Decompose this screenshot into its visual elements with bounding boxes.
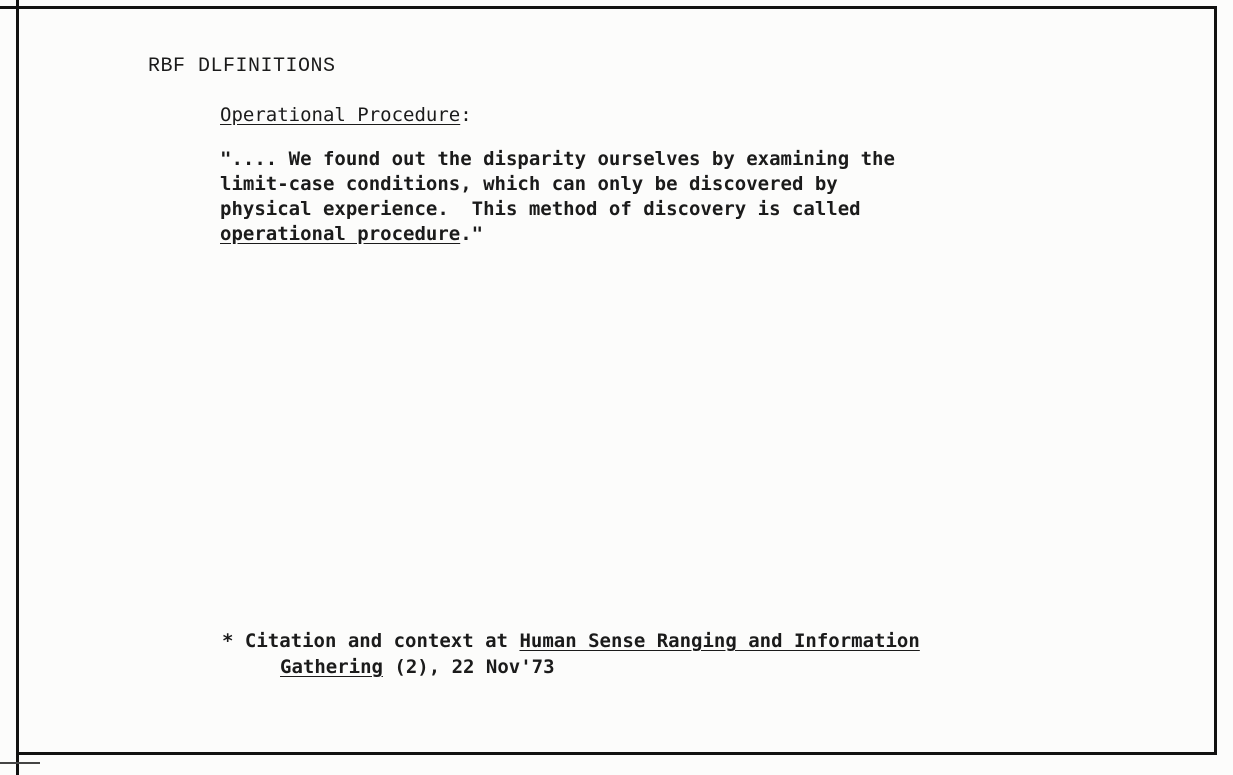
citation-line-2	[222, 654, 1122, 680]
term-colon: :	[460, 104, 472, 126]
quote-underlined-term: operational procedure	[220, 223, 461, 245]
citation-note	[222, 628, 1122, 680]
card-top-border	[0, 6, 1216, 9]
card-left-border	[16, 0, 19, 775]
citation-bullet: *	[222, 630, 234, 652]
citation-line-1	[222, 628, 1122, 654]
quote-line-1: ".... We found out the disparity ourselves by examining the	[220, 148, 895, 170]
page-heading: RBF DLFINITIONS	[148, 55, 336, 78]
term-label: Operational Procedure	[220, 104, 461, 126]
card-bottom-border	[16, 752, 1217, 755]
definition-quote	[220, 147, 1100, 247]
quote-line-2: limit-case conditions, which can only be discovered by	[220, 173, 838, 195]
quote-line-3: physical experience. This method of discovery is called	[220, 198, 861, 220]
citation-title-part-1: Human Sense Ranging and Information	[519, 630, 920, 652]
citation-suffix: (2), 22 Nov'73	[382, 656, 555, 678]
quote-line-4-tail: ."	[460, 223, 484, 245]
card-right-border	[1214, 6, 1217, 754]
quote-line-4	[220, 222, 1100, 247]
card-bottom-stub	[0, 762, 40, 764]
citation-title-part-2: Gathering	[280, 656, 383, 678]
citation-prefix: Citation and context at	[233, 630, 520, 652]
definition-term	[220, 104, 472, 126]
